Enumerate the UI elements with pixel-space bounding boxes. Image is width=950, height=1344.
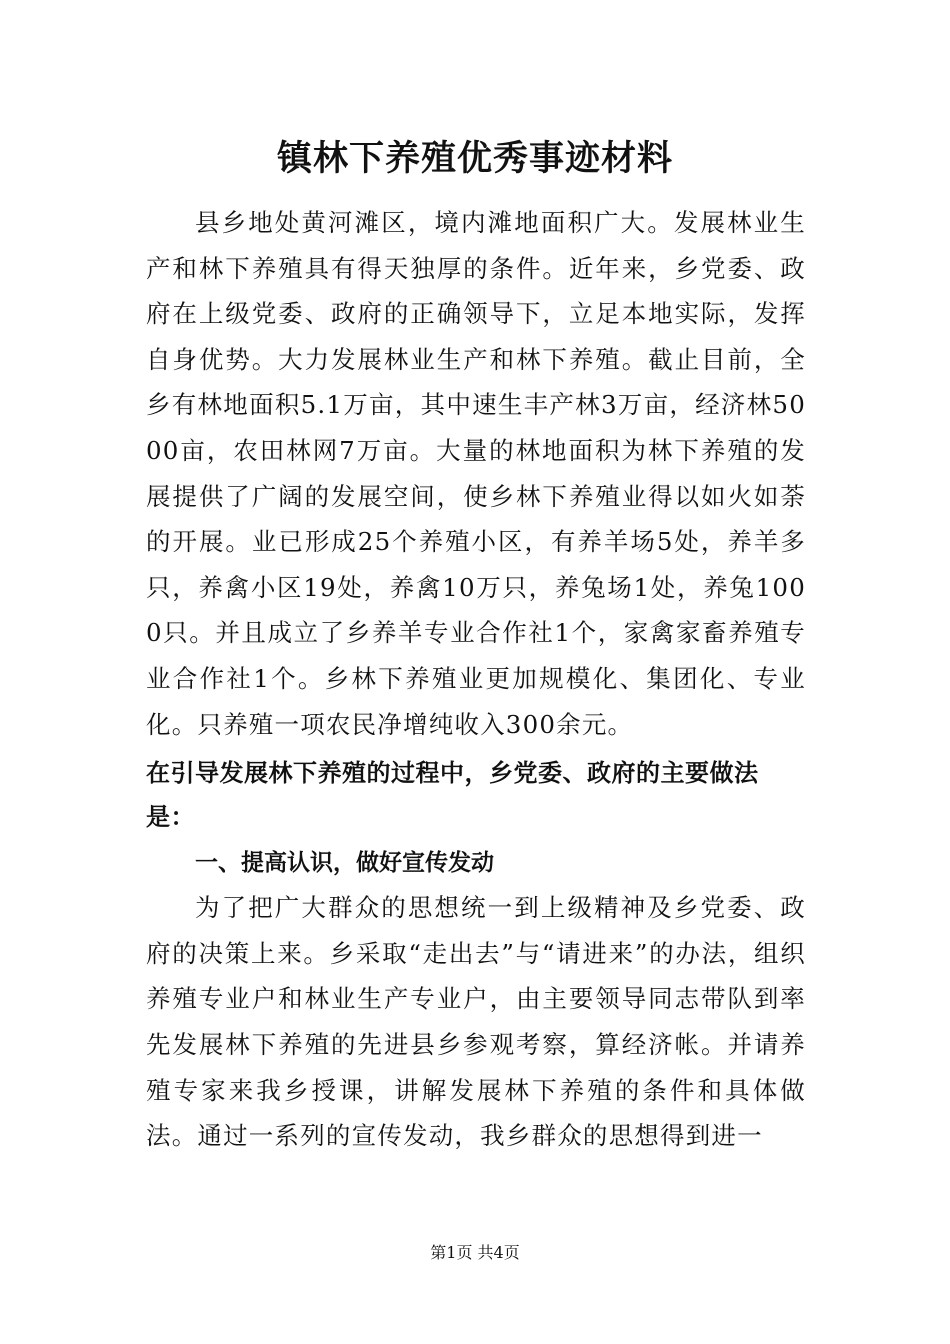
intro-bold-paragraph: 在引导发展林下养殖的过程中，乡党委、政府的主要做法是： bbox=[146, 759, 759, 832]
body-paragraph-1: 县乡地处黄河滩区，境内滩地面积广大。发展林业生产和林下养殖具有得天独厚的条件。近年来，乡党委、政府在上级党委、政府的正确领导下，立足本地实际，发挥自身优势。大力发展林业生产和林下养殖。截止目前，全乡有林地面积5.1万亩，其中速生丰产林3万亩，经济林5000亩，农田林网7万亩。大量的林地面积为林下养殖的发展提供了广阔的发展空间，使乡林下养殖业得以如火如荼的开展。业已形成25个养殖小区，有养羊场5处，养羊多只，养禽小区19处，养禽10万只，养兔场1处，养兔1000只。并且成立了乡养羊专业合作社1个，家禽家畜养殖专业合作社1个。乡林下养殖业更加规模化、集团化、专业化。只养殖一项农民净增纯收入300余元。 bbox=[146, 208, 806, 739]
section-paragraph-1: 为了把广大群众的思想统一到上级精神及乡党委、政府的决策上来。乡采取“走出去”与“请进来”的办法，组织养殖专业户和林业生产专业户，由主要领导同志带队到率先发展林下养殖的先进县乡参观考察，算经济帐。并请养殖专家来我乡授课，讲解发展林下养殖的条件和具体做法。通过一系列的宣传发动，我乡群众的思想得到进一 bbox=[146, 893, 806, 1151]
document-title: 镇林下养殖优秀事迹材料 bbox=[276, 139, 673, 179]
page-footer: 第1页 共4页 bbox=[430, 1243, 520, 1262]
document-body bbox=[146, 200, 806, 1159]
section-heading-1: 一、提高认识，做好宣传发动 bbox=[195, 850, 494, 877]
